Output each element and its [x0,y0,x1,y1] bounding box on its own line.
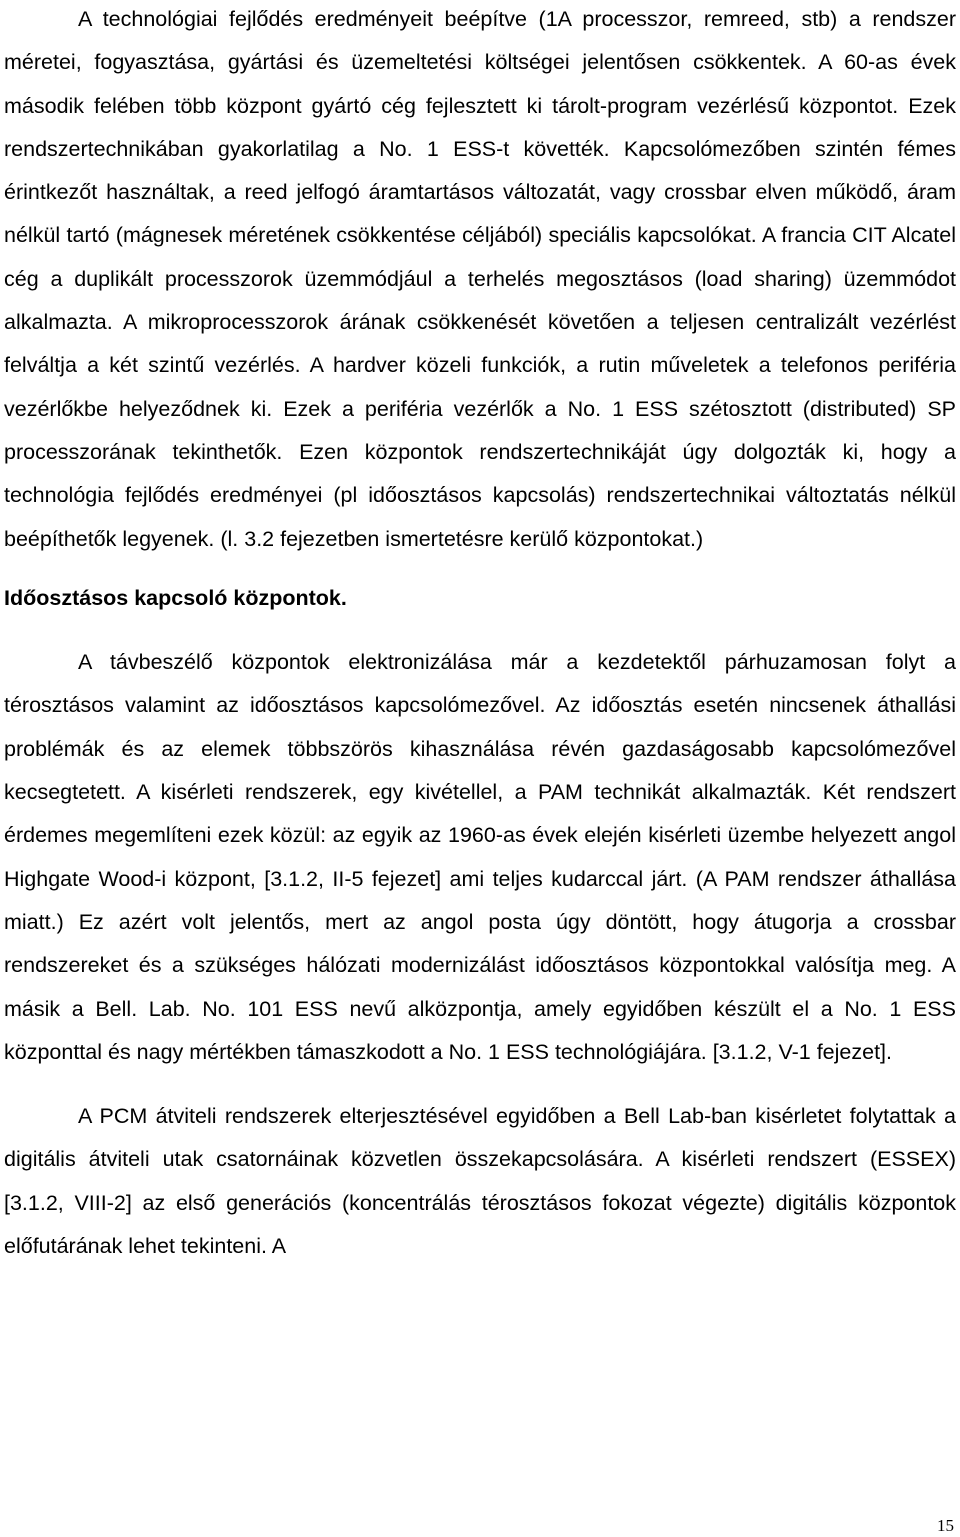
paragraph-pcm-transmission: A PCM átviteli rendszerek elterjesztésével egyidőben a Bell Lab-ban kisérletet folytattak a digitális átviteli utak csatornáinak közvetlen összekapcsolására. A kisérleti rendszert (ESSEX) [3.1.2, VIII-2] az első generációs (koncentrálás térosztásos fokozat végezte) digitális központok előfutárának lehet tekinteni. A [4,1104,956,1259]
section-heading-time-division: Időosztásos kapcsoló központok. [4,585,347,610]
page-number: 15 [937,1516,954,1535]
paragraph-electronization: A távbeszélő központok elektronizálása már a kezdetektől párhuzamosan folyt a térosztásos valamint az időosztásos kapcsolómezővel. Az időosztás esetén nincsenek áthallási problémák és az elemek többszörös kihasználása révén gazdaságosabb kapcsolómezővel kecsegtetett. A kisérleti rendszerek, egy kivétellel, a PAM technikát alkalmazták. Két rendszert érdemes megemlíteni ezek közül: az egyik az 1960-as évek elején kisérleti üzembe helyezett angol Highgate Wood-i központ, [3.1.2, II-5 fejezet] ami teljes kudarccal járt. (A PAM rendszer áthallása miatt.) Ez azért volt jelentős, mert az angol posta úgy döntött, hogy átugorja a crossbar rendszereket és a szükséges hálózati modernizálást időosztásos központokkal valósítja meg. A másik a Bell. Lab. No. 101 ESS nevű alközpontja, amely egyidőben készült el a No. 1 ESS központtal és nagy mértékben támaszkodott a No. 1 ESS technológiájára. [3.1.2, V-1 fejezet]. [4,650,956,1064]
paragraph-technology-development: A technológiai fejlődés eredményeit beépítve (1A processzor, remreed, stb) a rendszer méretei, fogyasztása, gyártási és üzemeltetési költségei jelentősen csökkentek. A 60-as évek második felében több központ gyártó cég fejlesztett ki tárolt-program vezérlésű központot. Ezek rendszertechnikában gyakorlatilag a No. 1 ESS-t követték. Kapcsolómezőben szintén fémes érintkezőt használtak, a reed jelfogó áramtartásos változatát, vagy crossbar elven működő, áram nélkül tartó (mágnesek méretének csökkentése céljából) speciális kapcsolókat. A francia CIT Alcatel cég a duplikált processzorok üzemmódjául a terhelés megosztásos (load sharing) üzemmódot alkalmazta. A mikroprocesszorok árának csökkenését követően a teljesen centralizált vezérlést felváltja a két szintű vezérlés. A hardver közeli funkciók, a rutin műveletek a telefonos periféria vezérlőkbe helyeződnek ki. Ezek a periféria vezérlők a No. 1 ESS szétosztott (distributed) SP processzorának tekinthetők. Ezen központok rendszertechnikáját úgy dolgozták ki, hogy a technológia fejlődés eredményei (pl időosztásos kapcsolás) rendszertechnikai változtatás nélkül beépíthetők legyenek. (l. 3.2 fejezetben ismertetésre kerülő központokat.) [4,7,956,551]
document-page [4,0,956,1268]
